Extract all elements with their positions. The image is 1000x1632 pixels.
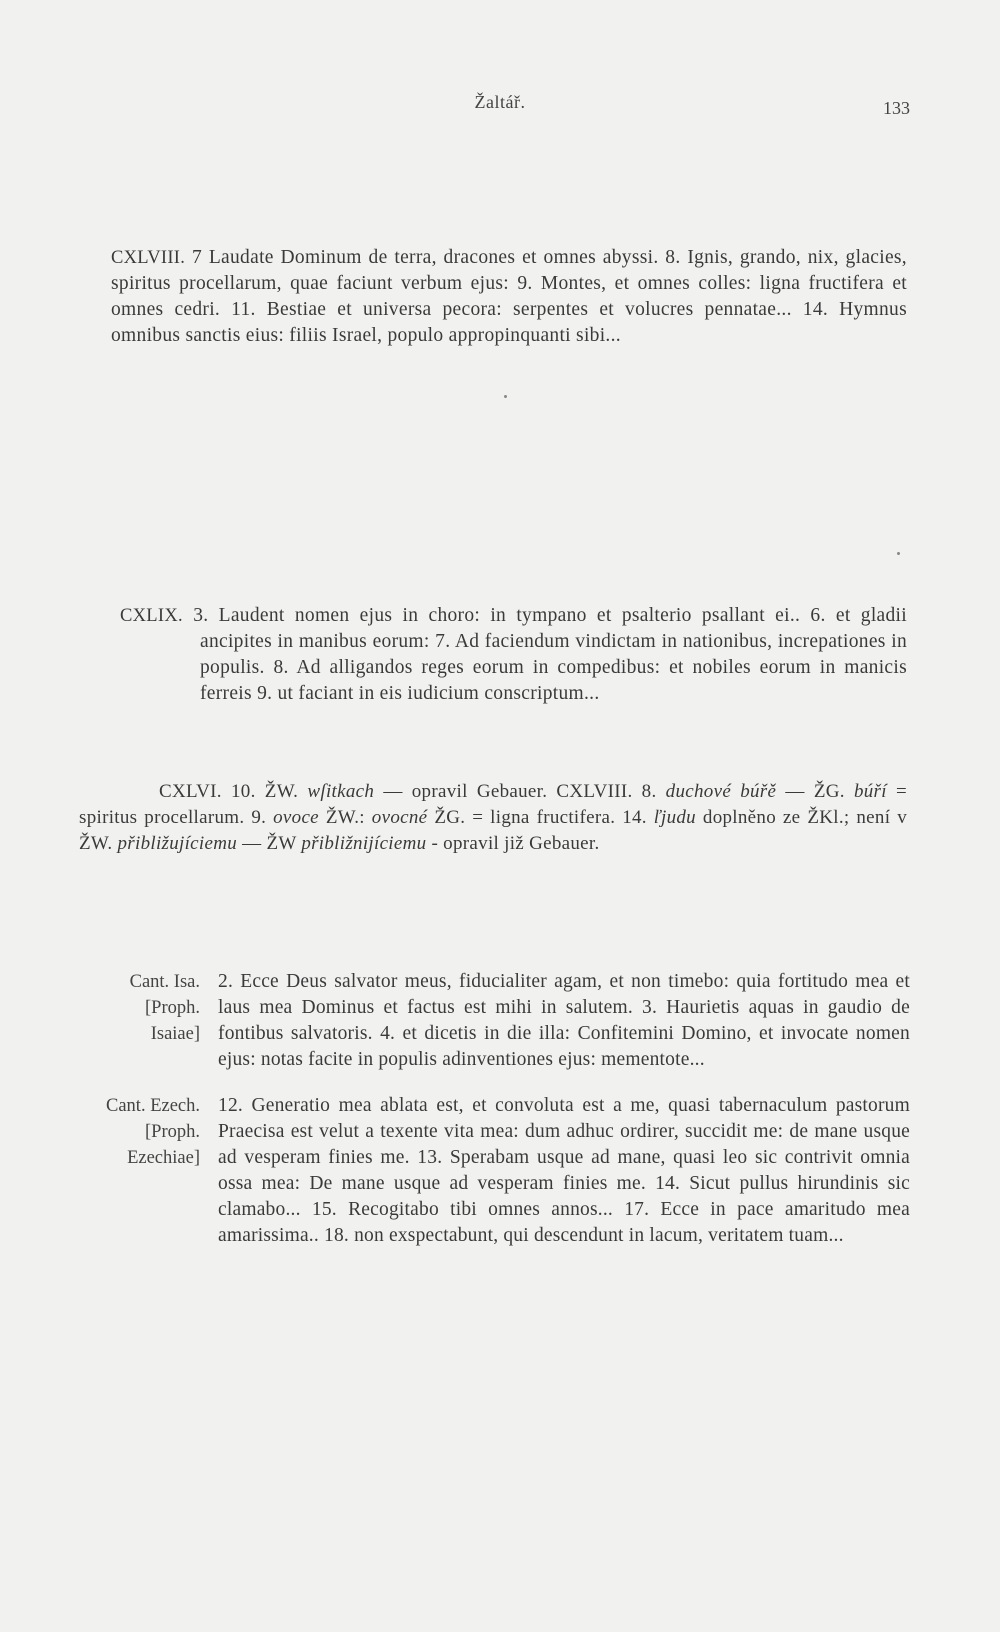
note-variant: wſitkach xyxy=(307,781,375,802)
note-part: = spiritus procellarum. 9. xyxy=(79,781,907,828)
canticle-label-line: [Proph. xyxy=(145,1122,200,1142)
textual-notes xyxy=(79,779,907,857)
note-variant: přibližujíciemu xyxy=(117,833,238,854)
psalm-148-text: 7 Laudate Dominum de terra, dracones et omnes abyssi. 8. Ignis, grando, nix, glacies, spiritus procellarum, quae faciunt verbum ejus: 9. Montes, et omnes colles: ligna fructifera et omnes cedri. 11. Bestiae et universa pecora: serpentes et volucres pennatae... 14. Hymnus omnibus sanctis eius: filiis Israel, populo appropinquanti sibi... xyxy=(111,247,907,346)
paper-speck xyxy=(897,552,900,555)
canticle-label-line: [Proph. xyxy=(145,998,200,1018)
note-part: — ŽG. xyxy=(776,781,854,802)
canticle-label-line: Cant. Isa. xyxy=(129,972,200,992)
page-number: 133 xyxy=(883,98,910,118)
canticle-label-line: Cant. Ezech. xyxy=(106,1096,200,1116)
note-part: CXLVI. 10. ŽW. xyxy=(159,781,308,802)
running-head xyxy=(0,92,1000,124)
canticle-isaiae-label xyxy=(50,969,200,1047)
note-variant: duchové búřě xyxy=(665,781,777,802)
psalm-148-paragraph xyxy=(111,245,907,349)
canticle-label-line: Ezechiae] xyxy=(127,1148,200,1168)
canticle-isaiae-text: 2. Ecce Deus salvator meus, fiducialiter agam, et non timebo: quia fortitudo mea et laus mea Dominus et factus est mihi in salutem. 3. Haurietis aquas in gaudio de fontibus salvatoris. 4. et dicetis in die illa: Confitemini Domino, et invocate nomen ejus: notas facite in populis adinventiones ejus: mementote... xyxy=(218,971,910,1070)
canticle-label-line: Isaiae] xyxy=(150,1024,200,1044)
running-title: Žaltář. xyxy=(474,92,526,112)
psalm-149-paragraph xyxy=(120,603,907,707)
note-variant: ľjudu xyxy=(653,807,696,828)
psalm-149-text: 3. Laudent nomen ejus in choro: in tympano et psalterio psallant ei.. 6. et gladii ancipites in manibus eorum: 7. Ad faciendum vindictam in nationibus, increpationes in populis. 8. Ad alligandos reges eorum in compedibus: et nobiles eorum in manicis ferreis 9. ut faciant in eis iudicium conscriptum... xyxy=(193,605,907,704)
note-part: - opravil již Gebauer. xyxy=(426,833,600,854)
canticle-ezechiae-text: 12. Generatio mea ablata est, et convoluta est a me, quasi tabernaculum pastorum Praecisa est velut a texente vita mea: dum adhuc ordirer, succidit me: de mane usque ad vesperam finies me. 13. Sperabam usque ad mane, quasi leo sic contrivit omnia ossa mea: De mane usque ad vesperam finies me. 14. Sicut pullus hirundinis sic clamabo... 15. Recogitabo tibi omnes annos... 17. Ecce in pace amaritudo mea amarissima.. 18. non exspectabunt, qui descendunt in lacum, veritatem tuam... xyxy=(218,1095,910,1246)
paper-speck xyxy=(504,395,507,398)
note-variant: ovoce xyxy=(273,807,319,828)
note-part: — opravil Gebauer. CXLVIII. 8. xyxy=(374,781,666,802)
note-part: ŽG. = ligna fructifera. 14. xyxy=(427,807,654,828)
note-part: — ŽW xyxy=(237,833,302,854)
psalm-149-label: CXLIX. xyxy=(120,606,183,626)
note-part: ŽW.: xyxy=(318,807,372,828)
canticle-ezechiae-label xyxy=(50,1093,200,1171)
note-variant: přibližnijíciemu xyxy=(301,833,427,854)
note-variant: búří xyxy=(853,781,887,802)
note-variant: ovocné xyxy=(371,807,428,828)
psalm-148-label: CXLVIII. xyxy=(111,248,186,268)
note-part: doplněno ze ŽKl.; není v ŽW. xyxy=(79,807,908,854)
